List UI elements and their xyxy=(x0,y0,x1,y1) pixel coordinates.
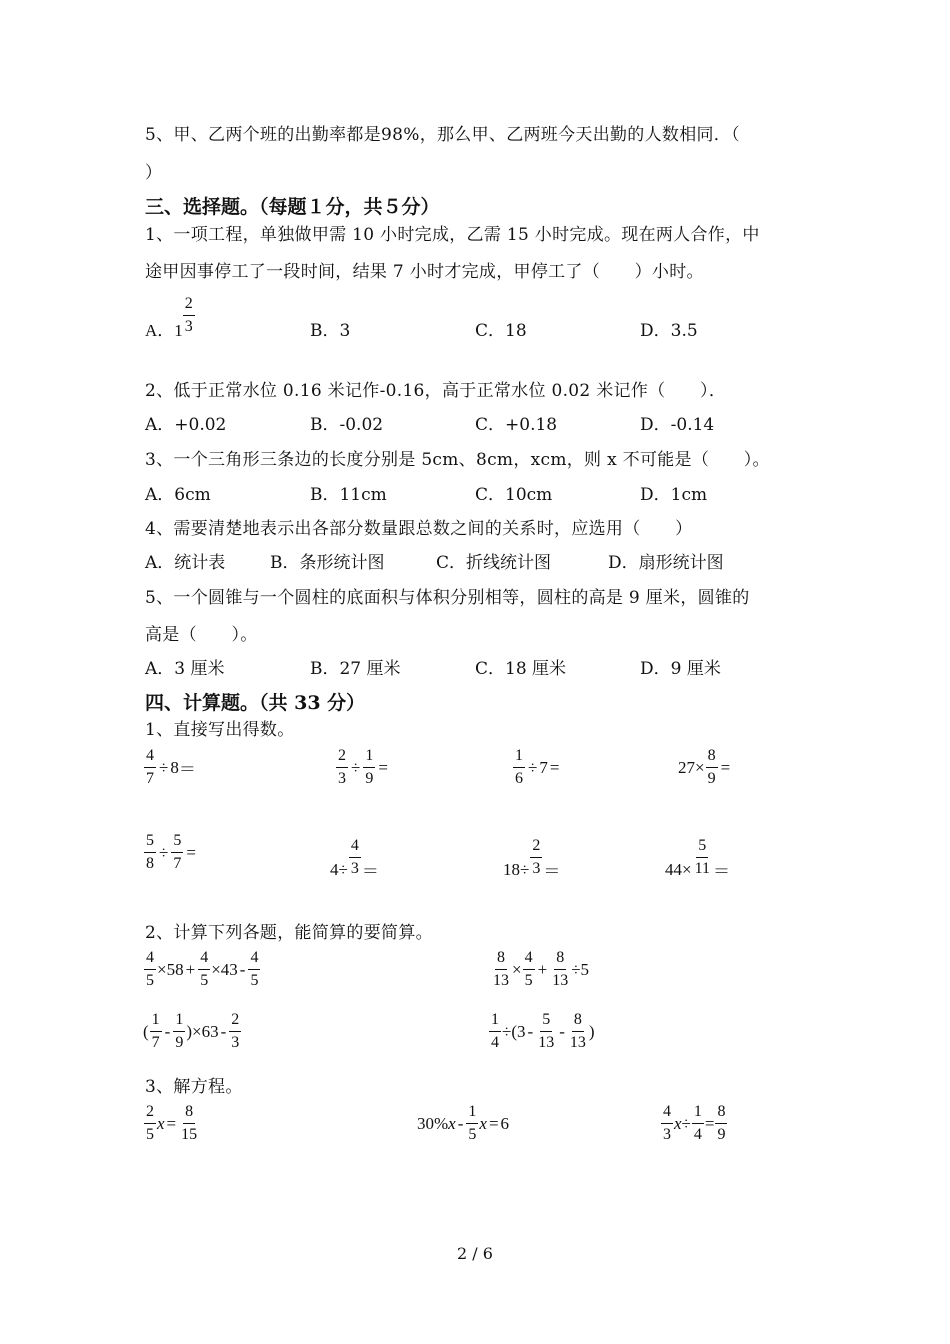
choice-q5-line1: 5、一个圆锥与一个圆柱的底面积与体积分别相等，圆柱的高是 9 厘米，圆锥的 xyxy=(145,588,750,608)
choice-q3-option-d: D．1cm xyxy=(640,485,708,505)
equation-1: $\frac{2}{5}$ x = $\frac{8}{15}$ xyxy=(146,1103,198,1143)
calc-simplify-1: $\frac{4}{5}$ × 58 + $\frac{4}{5}$ × 43 - $\frac{4}{5}$ xyxy=(146,949,259,989)
calc-simplify-4: $\frac{1}{4}$ ÷ (3 - $\frac{5}{13}$ - $\frac{8}{13}$ ) xyxy=(491,1011,595,1051)
calc-simplify-2: $\frac{8}{13}$ × $\frac{4}{5}$ + $\frac{8}{13}$ ÷ 5 xyxy=(493,949,590,989)
choice-q5-option-b: B．27 厘米 xyxy=(310,659,401,679)
calc-item-1-3: $\frac{1}{6}$ ÷ 7 = xyxy=(515,747,560,787)
calc-simplify-3: ( $\frac{1}{7}$ - $\frac{1}{9}$ ) × 63 - $\frac{2}{3}$ xyxy=(143,1011,240,1051)
page-number: 2 / 6 xyxy=(457,1244,493,1263)
choice-q2-option-a: A．+0.02 xyxy=(145,415,227,435)
choice-q4-option-d: D．扇形统计图 xyxy=(608,553,724,573)
choice-q3-stem: 3、一个三角形三条边的长度分别是 5cm、8cm，xcm，则 x 不可能是（ ）。 xyxy=(145,450,770,470)
choice-q5-option-d: D．9 厘米 xyxy=(640,659,721,679)
section-3-heading: 三、选择题。（每题１分，共５分） xyxy=(145,196,440,218)
choice-q4-option-b: B．条形统计图 xyxy=(270,553,385,573)
choice-q3-option-c: C．10cm xyxy=(475,485,553,505)
choice-q2-option-c: C．+0.18 xyxy=(475,415,558,435)
choice-q1-option-a: A．1 $\frac{2}{3}$ xyxy=(145,295,193,340)
calc-item-2-1: $\frac{5}{8}$ ÷ $\frac{5}{7}$ = xyxy=(146,832,196,872)
choice-q2-stem: 2、低于正常水位 0.16 米记作-0.16，高于正常水位 0.02 米记作（ ）． xyxy=(145,381,727,401)
choice-q5-line2: 高是（ ）。 xyxy=(145,625,258,645)
choice-q1-line2: 途甲因事停工了一段时间，结果 7 小时才完成，甲停工了（ ）小时。 xyxy=(145,262,704,282)
calc-item-2-2: 4 ÷ $\frac{4}{3}$ ＝ xyxy=(330,837,379,881)
tf-question-5-line1: 5、甲、乙两个班的出勤率都是98%，那么甲、乙两班今天出勤的人数相同．（ xyxy=(145,125,740,145)
equation-3: $\frac{4}{3}$ x ÷ $\frac{1}{4}$ = $\frac{8}{9}$ xyxy=(663,1103,726,1143)
choice-q5-option-c: C．18 厘米 xyxy=(475,659,567,679)
equation-2: 30% x - $\frac{1}{5}$ x = 6 xyxy=(417,1103,510,1143)
choice-q4-option-c: C．折线统计图 xyxy=(436,553,552,573)
tf-question-5-line2: ） xyxy=(145,163,163,183)
choice-q1-option-b: B．3 xyxy=(310,321,351,341)
choice-q1-option-c: C．18 xyxy=(475,321,527,341)
calc-item-2-3: 18 ÷ $\frac{2}{3}$ ＝ xyxy=(503,837,561,881)
choice-q1-option-d: D．3.5 xyxy=(640,321,698,341)
choice-q3-option-b: B．11cm xyxy=(310,485,387,505)
calc-part1-title: 1、直接写出得数。 xyxy=(145,720,295,740)
choice-q4-option-a: A．统计表 xyxy=(145,553,226,573)
choice-q2-option-d: D．-0.14 xyxy=(640,415,715,435)
calc-part2-title: 2、计算下列各题，能简算的要简算。 xyxy=(145,923,433,943)
calc-item-1-2: $\frac{2}{3}$ ÷ $\frac{1}{9}$ = xyxy=(338,747,388,787)
choice-q4-stem: 4、需要清楚地表示出各部分数量跟总数之间的关系时，应选用（ ） xyxy=(145,519,693,539)
calc-part3-title: 3、解方程。 xyxy=(145,1077,243,1097)
choice-q5-option-a: A．3 厘米 xyxy=(145,659,225,679)
section-4-heading: 四、计算题。（共 33 分） xyxy=(145,692,366,714)
choice-q1-line1: 1、一项工程，单独做甲需 10 小时完成，乙需 15 小时完成。现在两人合作，中 xyxy=(145,225,760,245)
calc-item-2-4: 44 × $\frac{5}{11}$ ＝ xyxy=(665,837,730,881)
choice-q2-option-b: B．-0.02 xyxy=(310,415,384,435)
calc-item-1-1: $\frac{4}{7}$ ÷ 8 ＝ xyxy=(146,747,196,787)
calc-item-1-4: 27 × $\frac{8}{9}$ = xyxy=(678,747,731,787)
choice-q3-option-a: A．6cm xyxy=(145,485,211,505)
